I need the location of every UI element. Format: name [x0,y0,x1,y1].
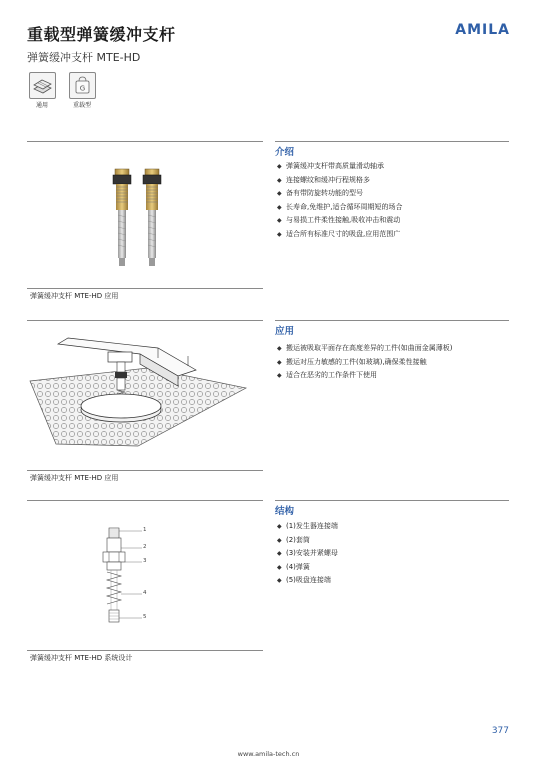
structure-list [277,520,338,588]
page-title: 重载型弹簧缓冲支杆 [27,25,176,44]
page-number: 377 [491,726,509,736]
general-use-icon [29,72,56,99]
divider [27,320,263,321]
callout-3: 3 [143,558,147,564]
divider [27,288,263,289]
callout-4: 4 [143,590,147,596]
callout-2: 2 [143,544,147,550]
list-item: ◆ (3)安装并紧螺母 [277,549,338,558]
list-item: ◆ 长寿命,免维护,适合循环周期短的场合 [277,202,403,211]
product-photo [100,165,180,273]
callout-5: 5 [143,614,147,620]
list-item: ◆ (1)发生器连接端 [277,522,338,530]
divider [275,320,509,321]
application-list [277,342,452,383]
footer-url[interactable]: www.amila-tech.cn [237,750,300,758]
application-caption: 弹簧缓冲支杆 MTE-HD 应用 [30,474,119,482]
list-item: ◆ 搬运被吸取平面存在高度差异的工件(如曲面金属薄板) [277,344,453,352]
application-heading: 应用 [275,326,295,337]
divider [27,500,263,501]
intro-caption: 弹簧缓冲支杆 MTE-HD 应用 [30,292,119,300]
list-item: ◆ 弹簧缓冲支杆带高质量滑动轴承 [277,162,384,170]
brand-logo: AMILA [455,22,510,38]
divider [27,650,263,651]
divider [27,141,263,142]
divider [27,470,263,471]
list-item: ◆ 备有带防旋转功能的型号 [277,189,363,198]
divider [275,141,509,142]
list-item: ◆ 连接螺纹和缓冲行程规格多 [277,175,370,184]
callout-1: 1 [143,527,147,533]
divider [275,500,509,501]
list-item: ◆ (5)吸盘连接端 [277,576,331,585]
structure-caption: 弹簧缓冲支杆 MTE-HD 系统设计 [30,654,133,662]
structure-heading: 结构 [275,506,295,517]
list-item: ◆ (2)套筒 [277,535,310,544]
list-item: ◆ (4)弹簧 [277,562,310,571]
list-item: ◆ 搬运对压力敏感的工件(如玻璃),确保柔性接触 [277,357,427,366]
general-use-label: 通用 [35,102,48,109]
heavy-load-glyph: G [79,84,86,93]
application-drawing [28,326,248,456]
list-item: ◆ 适合在恶劣的工作条件下使用 [277,371,377,380]
intro-heading: 介绍 [275,147,295,158]
intro-list [277,160,402,242]
page-subtitle: 弹簧缓冲支杆 MTE-HD [27,51,141,64]
heavy-load-icon [69,72,96,99]
heavy-load-label: 重载型 [72,102,91,109]
list-item: ◆ 与易损工件柔性接触,吸收冲击和震动 [277,216,401,225]
list-item: ◆ 适合所有标准尺寸的吸盘,应用范围广 [277,229,401,238]
